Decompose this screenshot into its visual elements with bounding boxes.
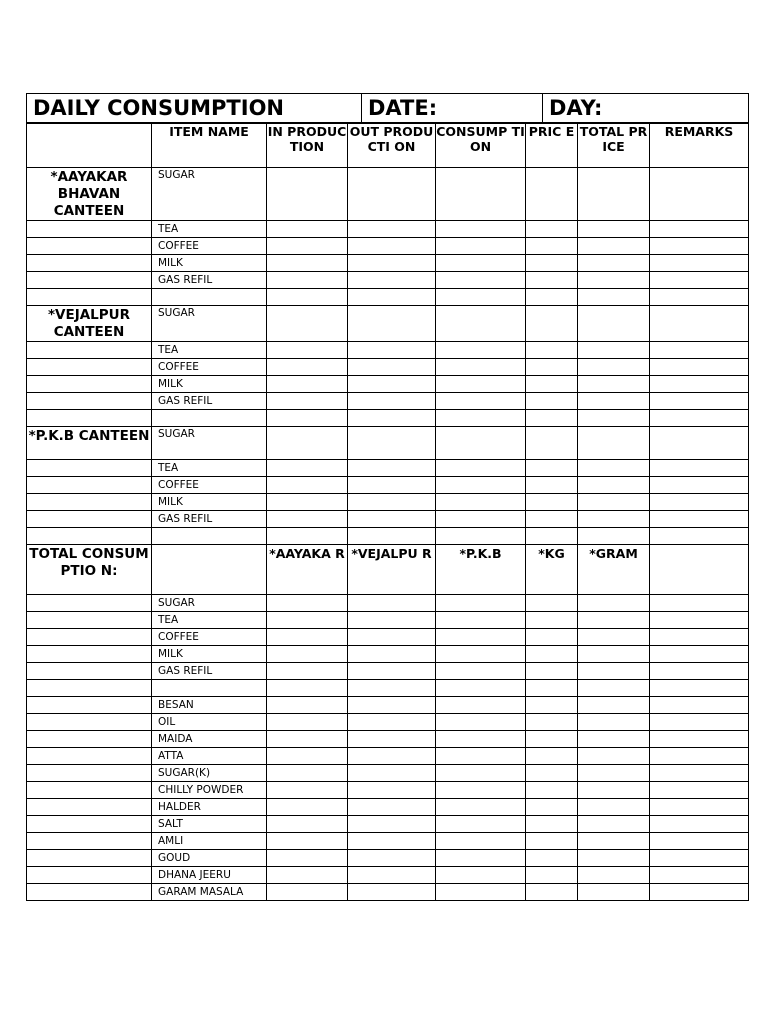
- table-row: [27, 168, 749, 221]
- spacer-row: [27, 410, 749, 427]
- item-name-cell: GARAM MASALA: [152, 884, 267, 901]
- canteen-name: *P.K.B CANTEEN: [27, 427, 152, 460]
- item-name-cell: COFFEE: [152, 629, 267, 646]
- table-row: [27, 238, 749, 255]
- table-row: [27, 629, 749, 646]
- item-name-cell: MILK: [152, 255, 267, 272]
- day-field[interactable]: DAY:: [543, 94, 749, 123]
- spacer-row: [27, 289, 749, 306]
- table-row: [27, 782, 749, 799]
- item-name-cell: BESAN: [152, 697, 267, 714]
- total-price-header: TOTAL PRICE: [578, 124, 650, 168]
- item-name-cell: GAS REFIL: [152, 663, 267, 680]
- table-row: [27, 697, 749, 714]
- spacer-row: [27, 528, 749, 545]
- item-name-cell: MILK: [152, 494, 267, 511]
- table-row: [27, 748, 749, 765]
- price-header: PRIC E: [526, 124, 578, 168]
- total-header-row: [27, 545, 749, 595]
- item-name-cell: SUGAR(K): [152, 765, 267, 782]
- item-name-cell: COFFEE: [152, 359, 267, 376]
- table-row: [27, 511, 749, 528]
- item-name-cell: AMLI: [152, 833, 267, 850]
- item-name-cell: DHANA JEERU: [152, 867, 267, 884]
- table-row: [27, 850, 749, 867]
- consumption-table: [26, 123, 749, 901]
- item-name-cell: TEA: [152, 342, 267, 359]
- pkb-column-header: *P.K.B: [436, 545, 526, 595]
- date-field[interactable]: DATE:: [362, 94, 543, 123]
- table-row: [27, 342, 749, 359]
- in-production-header: IN PRODUC TION: [267, 124, 348, 168]
- table-row: [27, 833, 749, 850]
- item-name-header: ITEM NAME: [152, 124, 267, 168]
- table-row: [27, 765, 749, 782]
- table-row: [27, 272, 749, 289]
- table-row: [27, 816, 749, 833]
- kg-column-header: *KG: [526, 545, 578, 595]
- item-name-cell: OIL: [152, 714, 267, 731]
- table-row: [27, 376, 749, 393]
- item-name-cell: GAS REFIL: [152, 272, 267, 289]
- gram-column-header: *GRAM: [578, 545, 650, 595]
- item-name-cell: SUGAR: [152, 427, 267, 460]
- table-row: [27, 255, 749, 272]
- item-name-cell: GAS REFIL: [152, 511, 267, 528]
- table-row: [27, 359, 749, 376]
- item-name-cell: TEA: [152, 612, 267, 629]
- item-name-cell: GOUD: [152, 850, 267, 867]
- item-name-cell: SUGAR: [152, 595, 267, 612]
- item-name-cell: SALT: [152, 816, 267, 833]
- table-row: [27, 221, 749, 238]
- table-row: [27, 799, 749, 816]
- canteen-name: *VEJALPUR CANTEEN: [27, 306, 152, 342]
- item-name-cell: SUGAR: [152, 168, 267, 221]
- title-row: [26, 93, 749, 123]
- item-name-cell: TEA: [152, 460, 267, 477]
- item-name-cell: COFFEE: [152, 238, 267, 255]
- consumption-sheet: [26, 93, 748, 901]
- table-row: [27, 427, 749, 460]
- item-name-cell: MAIDA: [152, 731, 267, 748]
- table-row: [27, 884, 749, 901]
- table-row: [27, 595, 749, 612]
- table-row: [27, 612, 749, 629]
- total-consumption-label: TOTAL CONSUMPTIO N:: [27, 545, 152, 595]
- sheet-title: DAILY CONSUMPTION: [27, 94, 362, 123]
- table-row: [27, 714, 749, 731]
- vejalpur-column-header: *VEJALPU R: [348, 545, 436, 595]
- item-name-cell: CHILLY POWDER: [152, 782, 267, 799]
- item-name-cell: GAS REFIL: [152, 393, 267, 410]
- item-name-cell: TEA: [152, 221, 267, 238]
- table-row: [27, 867, 749, 884]
- item-name-cell: COFFEE: [152, 477, 267, 494]
- item-name-cell: SUGAR: [152, 306, 267, 342]
- table-row: [27, 731, 749, 748]
- table-row: [27, 393, 749, 410]
- table-row: [27, 477, 749, 494]
- table-row: [27, 663, 749, 680]
- column-header-row: [27, 124, 749, 168]
- item-name-cell: MILK: [152, 376, 267, 393]
- item-name-cell: MILK: [152, 646, 267, 663]
- table-row: [27, 494, 749, 511]
- table-row: [27, 306, 749, 342]
- aayakar-column-header: *AAYAKA R: [267, 545, 348, 595]
- spacer-row: [27, 680, 749, 697]
- canteen-name: *AAYAKAR BHAVAN CANTEEN: [27, 168, 152, 221]
- group-column-header: [27, 124, 152, 168]
- item-name-cell: HALDER: [152, 799, 267, 816]
- item-name-cell: ATTA: [152, 748, 267, 765]
- remarks-header: REMARKS: [650, 124, 749, 168]
- consumption-header: CONSUMP TION: [436, 124, 526, 168]
- out-production-header: OUT PRODUCTI ON: [348, 124, 436, 168]
- table-row: [27, 646, 749, 663]
- table-row: [27, 460, 749, 477]
